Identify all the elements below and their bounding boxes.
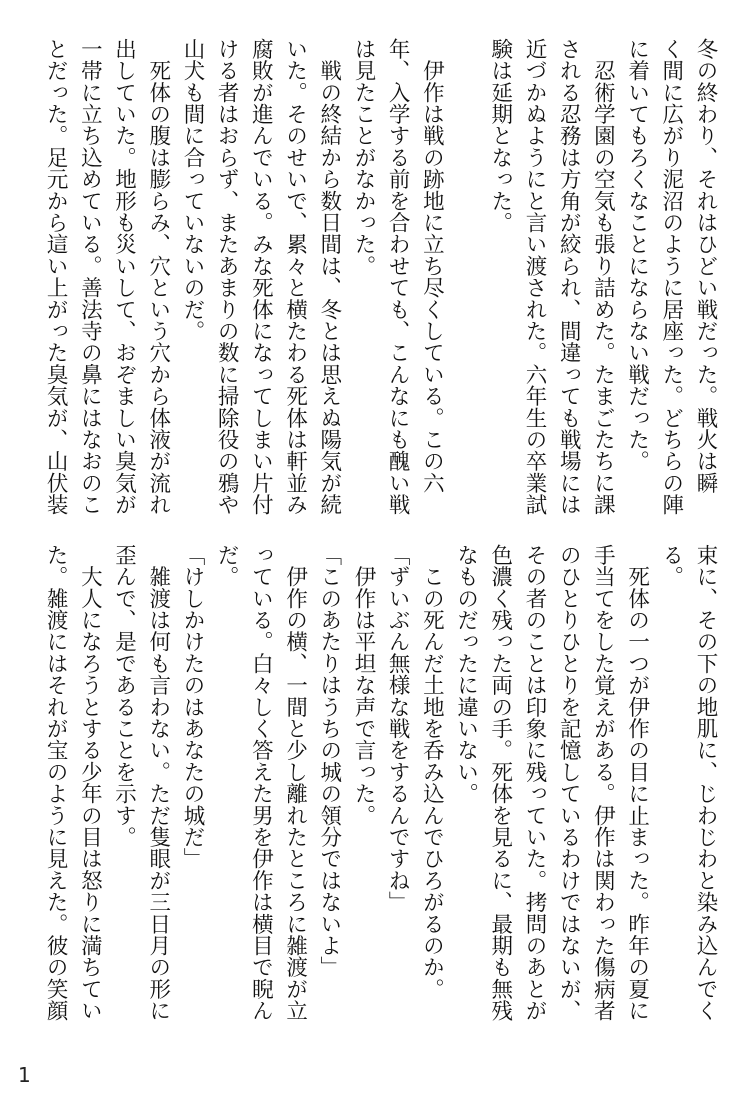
text-line: 伊作の横、一間と少し離れたところに雑渡が立 bbox=[282, 544, 308, 1022]
text-line: 年、入学する前を合わせても、こんなにも醜い戦 bbox=[385, 38, 411, 516]
text-line: 「ずいぶん無様な戦をするんですね」 bbox=[385, 544, 411, 913]
text-line: 近づかぬようにと言い渡された。六年生の卒業試 bbox=[521, 38, 547, 516]
text-line: ける者はおらず、またあまりの数に掃除役の鴉や bbox=[214, 38, 240, 516]
text-line: く間に広がり泥沼のように居座った。どちらの陣 bbox=[658, 38, 684, 516]
text-line: 歪んで、是であることを示す。 bbox=[111, 544, 137, 848]
text-block-lower bbox=[38, 544, 722, 1034]
text-line: 「けしかけたのはあなたの城だ」 bbox=[179, 544, 205, 870]
text-line: 忍術学園の空気も張り詰めた。たまごたちに課 bbox=[590, 38, 616, 516]
text-line: 出していた。地形も災いして、おぞましい臭気が bbox=[111, 38, 137, 516]
page-number: 1 bbox=[18, 1063, 31, 1087]
text-line: 色濃く残った両の手。死体を見るに、最期も無残 bbox=[487, 544, 513, 1022]
text-line: 戦の終結から数日間は、冬とは思えぬ陽気が続 bbox=[316, 38, 342, 516]
text-line: に着いてもろくなことにならない戦だった。 bbox=[624, 38, 650, 472]
text-line: 冬の終わり、それはひどい戦だった。戦火は瞬 bbox=[693, 38, 718, 494]
text-line: る。 bbox=[658, 544, 684, 588]
text-line: いた。そのせいで、累々と横たわる死体は軒並み bbox=[282, 38, 308, 516]
text-line: 伊作は平坦な声で言った。 bbox=[350, 544, 376, 827]
text-block-upper bbox=[38, 38, 722, 518]
text-line: は見たことがなかった。 bbox=[350, 38, 376, 277]
text-line: される忍務は方角が絞られ、間違っても戦場には bbox=[556, 38, 582, 516]
text-line: 山犬も間に合っていないのだ。 bbox=[179, 38, 205, 342]
text-line: のひとりひとりを記憶しているわけではないが、 bbox=[556, 544, 582, 1022]
text-line: 腐敗が進んでいる。みな死体になってしまい片付 bbox=[248, 38, 274, 516]
text-line: 死体の一つが伊作の目に止まった。昨年の夏に bbox=[624, 544, 650, 1022]
text-line: この死んだ土地を呑み込んでひろがるのか。 bbox=[419, 544, 445, 1000]
text-line: 死体の腹は膨らみ、穴という穴から体液が流れ bbox=[145, 38, 171, 516]
blank-line bbox=[448, 38, 482, 518]
text-line: 一帯に立ち込めている。善法寺の鼻にはなおのこ bbox=[77, 38, 103, 516]
text-line: 手当てをした覚えがある。伊作は関わった傷病者 bbox=[590, 544, 616, 1022]
text-line: っている。白々しく答えた男を伊作は横目で睨ん bbox=[248, 544, 274, 1022]
text-line: 雑渡は何も言わない。ただ隻眼が三日月の形に bbox=[145, 544, 171, 1022]
text-line: とだった。足元から這い上がった臭気が、山伏装 bbox=[43, 38, 69, 516]
text-line: 大人になろうとする少年の目は怒りに満ちてい bbox=[77, 544, 103, 1022]
text-line: た。雑渡にはそれが宝のように見えた。彼の笑顔 bbox=[43, 544, 69, 1022]
text-line: その者のことは印象に残っていた。拷問のあとが bbox=[521, 544, 547, 1022]
text-line: 験は延期となった。 bbox=[487, 38, 513, 234]
text-line: なものだったに違いない。 bbox=[453, 544, 479, 805]
text-line: 束に、その下の地肌に、じわじわと染み込んでく bbox=[693, 544, 718, 1022]
text-line: 伊作は戦の跡地に立ち尽くしている。この六 bbox=[419, 38, 445, 494]
text-line: 「このあたりはうちの城の領分ではないよ」 bbox=[316, 544, 342, 978]
text-line: だ。 bbox=[214, 544, 240, 588]
